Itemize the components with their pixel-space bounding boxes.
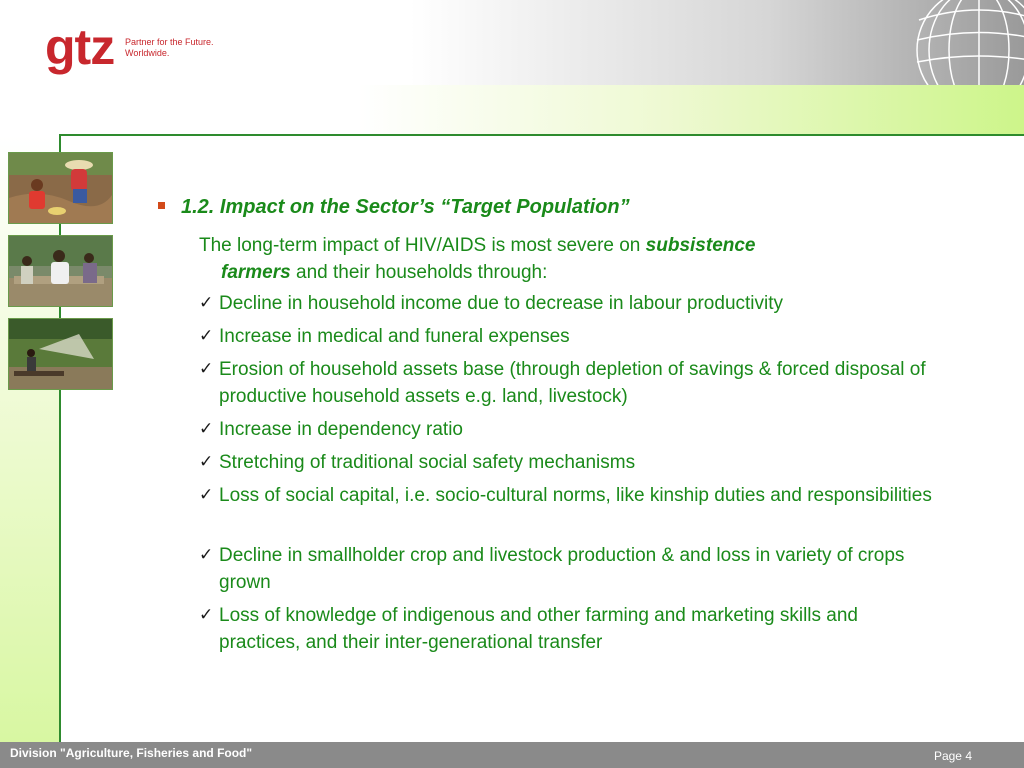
list-item-text: Decline in household income due to decrease in labour productivity	[219, 293, 784, 314]
intro-paragraph	[199, 232, 899, 286]
green-gradient-band	[0, 85, 1024, 135]
globe-icon	[894, 0, 1024, 85]
frame-line-top	[60, 134, 1024, 136]
checkmark-icon: ✓	[199, 485, 214, 505]
checkmark-icon: ✓	[199, 293, 214, 313]
checkmark-icon: ✓	[199, 545, 214, 565]
list-item	[199, 356, 939, 410]
checkmark-icon: ✓	[199, 452, 214, 472]
gtz-logo: gtz	[45, 19, 115, 75]
tagline-line-2: Worldwide.	[125, 48, 170, 58]
page-number: Page 4	[933, 749, 972, 763]
frame-line-left	[59, 134, 61, 742]
intro-emphasis-subsistence: subsistence	[645, 235, 756, 256]
list-item	[199, 416, 939, 443]
list-item	[199, 482, 939, 509]
list-item-text: Decline in smallholder crop and livestock production & and loss in variety of crops grown	[219, 545, 905, 593]
checkmark-icon: ✓	[199, 605, 214, 625]
farmers-field-photo	[8, 152, 113, 224]
header-bar	[0, 0, 1024, 85]
intro-text-before: The long-term impact of HIV/AIDS is most severe on	[199, 235, 646, 256]
list-item	[199, 602, 939, 656]
checkmark-icon: ✓	[199, 326, 214, 346]
left-gradient-band	[0, 135, 60, 742]
intro-emphasis-farmers: farmers	[221, 262, 291, 283]
list-item-text: Increase in medical and funeral expenses	[219, 326, 570, 347]
checkmark-icon: ✓	[199, 359, 214, 379]
square-bullet-icon	[158, 202, 165, 209]
intro-text-after: and their households through:	[290, 262, 548, 283]
village-people-photo	[8, 235, 113, 307]
footer-division: Division "Agriculture, Fisheries and Food"	[10, 746, 253, 760]
list-item	[199, 323, 939, 350]
list-item-text: Loss of knowledge of indigenous and other farming and marketing skills and practices, and their inter-generational transfer	[219, 605, 858, 653]
tagline-line-1: Partner for the Future.	[125, 37, 214, 47]
heading-text: 1.2. Impact on the Sector’s “Target Population”	[181, 196, 630, 218]
list-item-text: Stretching of traditional social safety mechanisms	[219, 452, 636, 473]
checkmark-icon: ✓	[199, 419, 214, 439]
list-item-text: Increase in dependency ratio	[219, 419, 463, 440]
list-item-text: Erosion of household assets base (through depletion of savings & forced disposal of productive household assets e.g. land, livestock)	[219, 359, 926, 407]
tagline	[125, 37, 214, 59]
footer-bar	[0, 742, 1024, 768]
list-item	[199, 290, 939, 317]
list-item	[199, 542, 939, 596]
list-item-text: Loss of social capital, i.e. socio-cultural norms, like kinship duties and responsibilities	[219, 485, 932, 506]
fishing-net-photo	[8, 318, 113, 390]
list-item	[199, 449, 939, 476]
